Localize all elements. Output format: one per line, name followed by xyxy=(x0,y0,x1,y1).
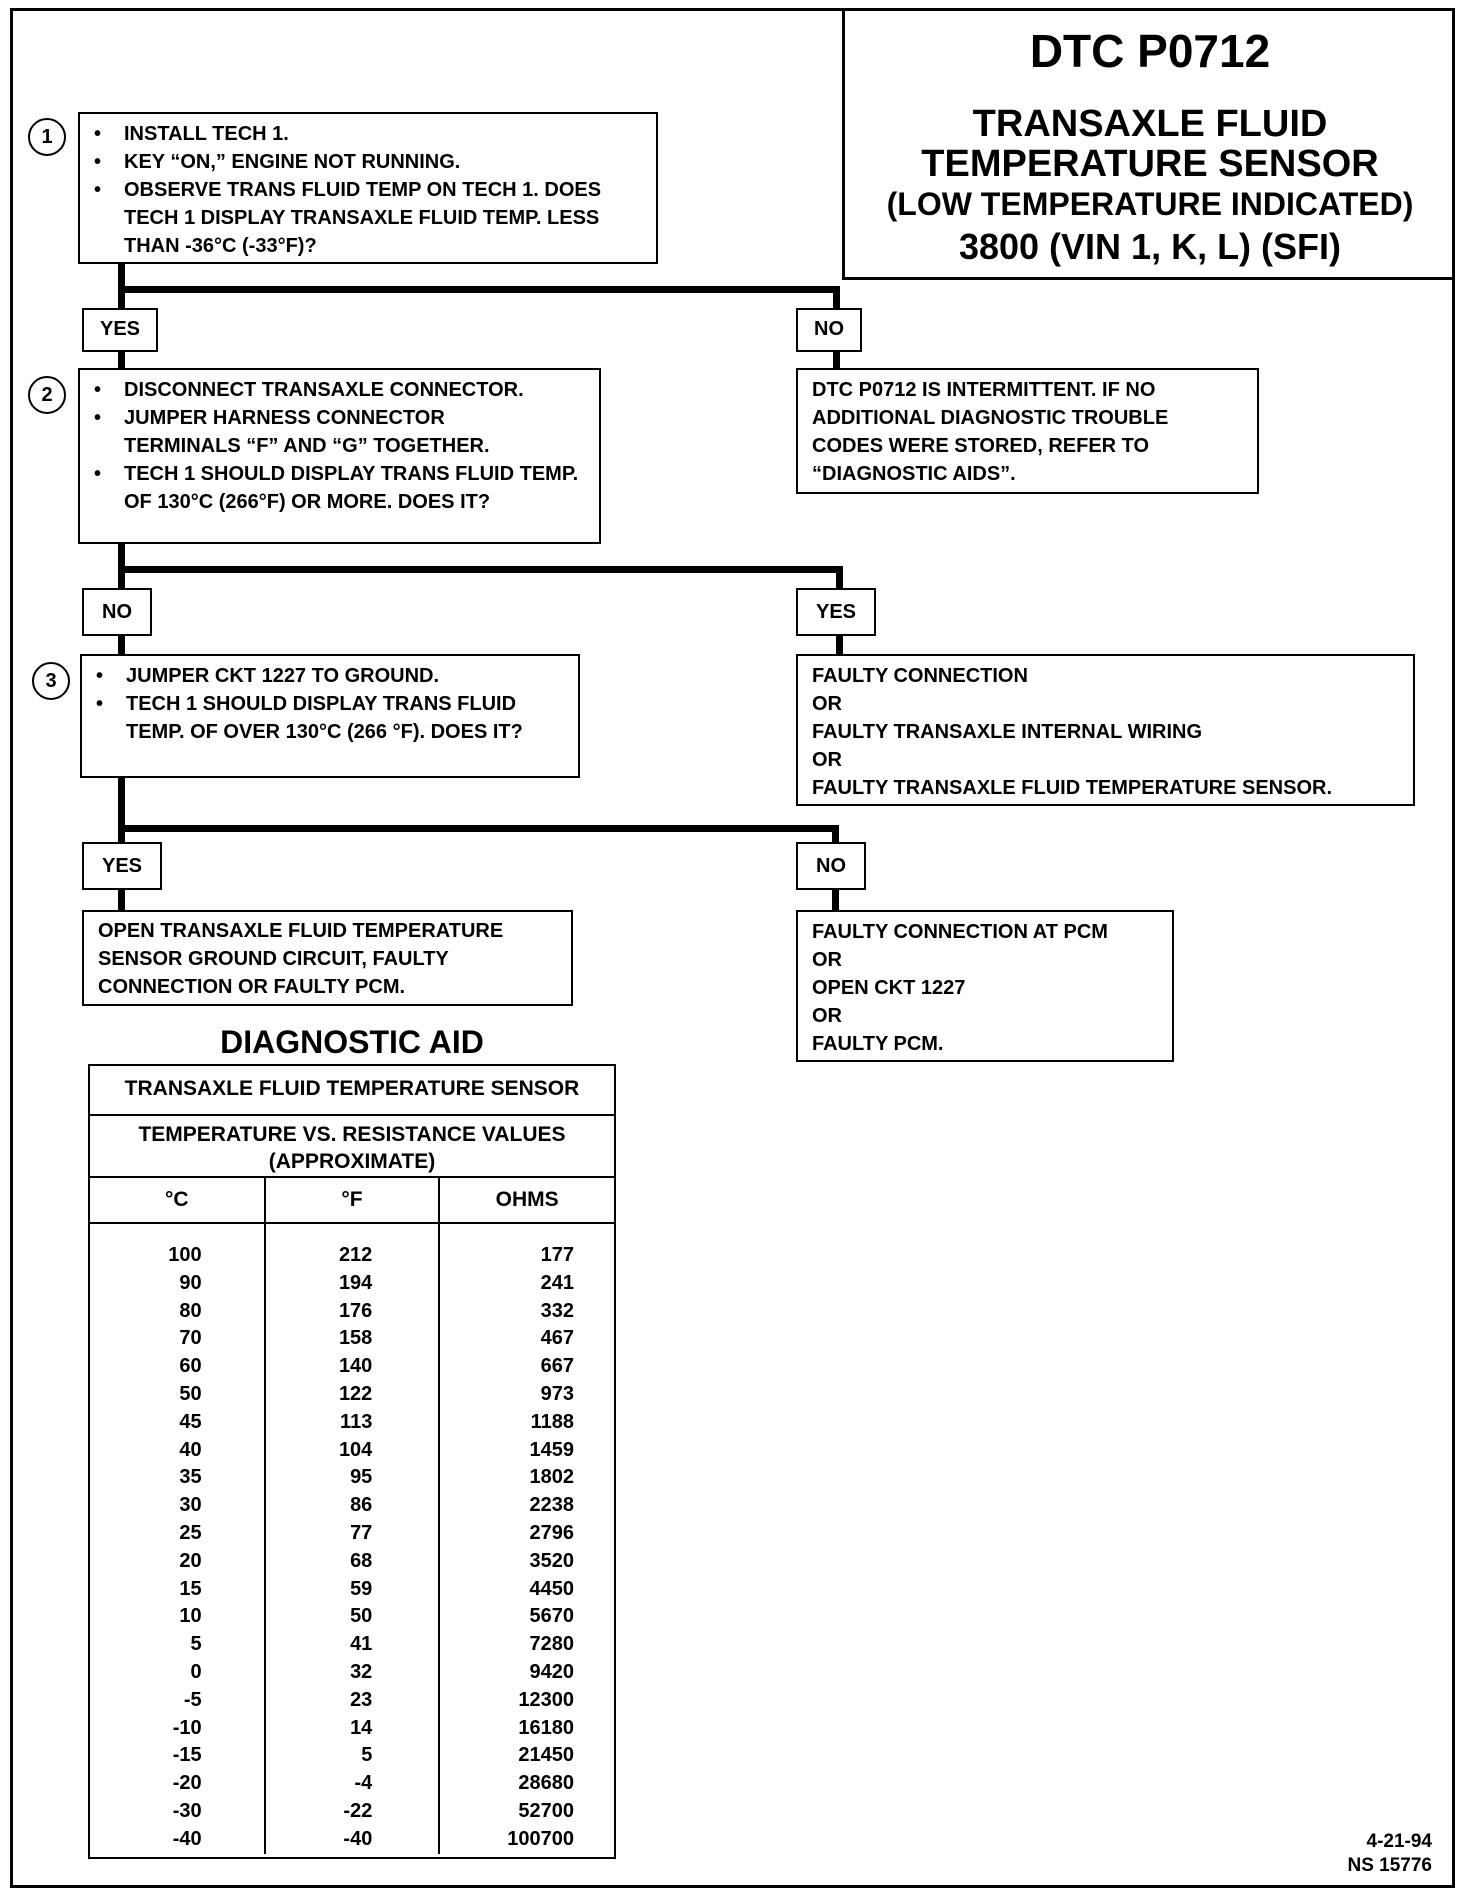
cell-celsius: 15 xyxy=(179,1577,202,1600)
faulty-pcm-line-5: FAULTY PCM. xyxy=(812,1033,944,1055)
step-2-box xyxy=(78,368,601,544)
connector-branch2 xyxy=(118,566,843,573)
branch-2-no-label: NO xyxy=(82,588,152,636)
branch-2-yes-label: YES xyxy=(796,588,876,636)
cell-ohms: 16180 xyxy=(439,1715,614,1743)
branch-3-no-label: NO xyxy=(796,842,866,890)
table-row xyxy=(90,1353,614,1381)
cell-celsius: 90 xyxy=(179,1271,202,1294)
cell-fahrenheit: 176 xyxy=(265,1298,440,1326)
cell-fahrenheit: 32 xyxy=(265,1659,440,1687)
connector-branch1 xyxy=(118,286,840,293)
cell-celsius: 100 xyxy=(168,1244,202,1266)
table-subtitle xyxy=(90,1116,614,1178)
cell-celsius: 40 xyxy=(179,1438,202,1461)
faulty-pcm-line-1: FAULTY CONNECTION AT PCM xyxy=(812,921,1108,943)
cell-ohms: 2238 xyxy=(439,1492,614,1520)
table-row xyxy=(90,1715,614,1743)
cell-fahrenheit: 50 xyxy=(265,1603,440,1631)
step-2-bullet-3: • TECH 1 SHOULD DISPLAY TRANS FLUID TEMP. OF 130°C (266°F) OR MORE. DOES IT? xyxy=(80,460,599,516)
step-2-number: 2 xyxy=(28,376,66,414)
table-row xyxy=(90,1687,614,1715)
step-3-bullet-2: • TECH 1 SHOULD DISPLAY TRANS FLUID TEMP. OF OVER 130°C (266 °F). DOES IT? xyxy=(82,690,578,746)
table-row xyxy=(90,1520,614,1548)
intermittent-line-1: DTC P0712 IS INTERMITTENT. IF NO xyxy=(812,379,1156,401)
cell-ohms: 177 xyxy=(439,1223,614,1270)
cell-ohms: 2796 xyxy=(439,1520,614,1548)
cell-celsius: 0 xyxy=(190,1660,202,1683)
cell-fahrenheit: -4 xyxy=(265,1770,440,1798)
cell-celsius: 70 xyxy=(179,1327,202,1350)
cell-fahrenheit: 140 xyxy=(265,1353,440,1381)
step-3-box xyxy=(80,654,580,778)
cell-fahrenheit: 41 xyxy=(265,1631,440,1659)
table-row xyxy=(90,1631,614,1659)
table-row xyxy=(90,1437,614,1465)
result-intermittent-box xyxy=(796,368,1259,494)
title-line-4: 3800 (VIN 1, K, L) (SFI) xyxy=(958,226,1342,267)
step-1-number: 1 xyxy=(28,118,66,156)
faulty-connection-line-2: OR xyxy=(812,693,842,715)
cell-fahrenheit: 23 xyxy=(265,1687,440,1715)
step-3-bullet-1: • JUMPER CKT 1227 TO GROUND. xyxy=(82,662,578,690)
column-header-ohms: OHMS xyxy=(439,1178,614,1223)
cell-ohms: 100700 xyxy=(439,1826,614,1854)
cell-ohms: 9420 xyxy=(439,1659,614,1687)
table-row xyxy=(90,1223,614,1270)
table-row xyxy=(90,1464,614,1492)
cell-celsius: 80 xyxy=(179,1299,202,1322)
table-row xyxy=(90,1298,614,1326)
title-line-3: (LOW TEMPERATURE INDICATED) xyxy=(886,186,1414,222)
branch-1-no-label: NO xyxy=(796,308,862,352)
cell-fahrenheit: 5 xyxy=(265,1742,440,1770)
faulty-connection-line-3: FAULTY TRANSAXLE INTERNAL WIRING xyxy=(812,721,1202,743)
step-1-box xyxy=(78,112,658,264)
step-2-bullet-2: • JUMPER HARNESS CONNECTOR TERMINALS “F” AND “G” TOGETHER. xyxy=(80,404,599,460)
cell-celsius: 30 xyxy=(179,1494,202,1517)
result-faulty-connection-box xyxy=(796,654,1415,806)
table-row xyxy=(90,1659,614,1687)
cell-ohms: 28680 xyxy=(439,1770,614,1798)
cell-ohms: 241 xyxy=(439,1270,614,1298)
column-header-fahrenheit: °F xyxy=(265,1178,440,1223)
faulty-pcm-line-3: OPEN CKT 1227 xyxy=(812,977,966,999)
cell-fahrenheit: 113 xyxy=(265,1409,440,1437)
cell-fahrenheit: 104 xyxy=(265,1437,440,1465)
faulty-connection-line-5: FAULTY TRANSAXLE FLUID TEMPERATURE SENSOR. xyxy=(812,777,1333,799)
cell-celsius: -5 xyxy=(183,1688,202,1711)
open-ground-line-2: SENSOR GROUND CIRCUIT, FAULTY xyxy=(98,948,449,970)
table-row xyxy=(90,1325,614,1353)
table-row xyxy=(90,1770,614,1798)
cell-ohms: 12300 xyxy=(439,1687,614,1715)
faulty-connection-line-1: FAULTY CONNECTION xyxy=(812,665,1028,687)
cell-fahrenheit: 77 xyxy=(265,1520,440,1548)
faulty-pcm-line-2: OR xyxy=(812,949,842,971)
table-subtitle-line-1: TEMPERATURE VS. RESISTANCE VALUES xyxy=(138,1123,566,1146)
step-3-number: 3 xyxy=(32,662,70,700)
step-2-bullet-1: • DISCONNECT TRANSAXLE CONNECTOR. xyxy=(80,376,599,404)
intermittent-line-2: ADDITIONAL DIAGNOSTIC TROUBLE xyxy=(812,407,1169,429)
cell-fahrenheit: 212 xyxy=(265,1223,440,1270)
table-subtitle-line-2: (APPROXIMATE) xyxy=(268,1150,436,1173)
cell-ohms: 1802 xyxy=(439,1464,614,1492)
cell-fahrenheit: 122 xyxy=(265,1381,440,1409)
title-block xyxy=(842,10,1455,280)
cell-celsius: -20 xyxy=(172,1772,202,1795)
cell-celsius: -10 xyxy=(172,1716,202,1739)
title-line-1: TRANSAXLE FLUID xyxy=(972,103,1328,145)
cell-fahrenheit: 14 xyxy=(265,1715,440,1743)
table-row xyxy=(90,1270,614,1298)
result-faulty-pcm-box xyxy=(796,910,1174,1062)
open-ground-line-3: CONNECTION OR FAULTY PCM. xyxy=(98,976,406,998)
intermittent-line-3: CODES WERE STORED, REFER TO xyxy=(812,435,1150,457)
cell-celsius: 10 xyxy=(179,1605,202,1628)
cell-celsius: -40 xyxy=(172,1827,202,1850)
cell-celsius: -30 xyxy=(172,1799,202,1822)
diagnostic-aid-table xyxy=(88,1064,616,1859)
table-row xyxy=(90,1798,614,1826)
result-open-ground-box xyxy=(82,910,573,1006)
table-body xyxy=(90,1223,614,1854)
step-1-bullet-1: • INSTALL TECH 1. xyxy=(80,120,656,148)
branch-1-yes-label: YES xyxy=(82,308,158,352)
faulty-pcm-line-4: OR xyxy=(812,1005,842,1027)
cell-ohms: 467 xyxy=(439,1325,614,1353)
cell-celsius: 5 xyxy=(190,1633,202,1656)
cell-ohms: 7280 xyxy=(439,1631,614,1659)
table-row xyxy=(90,1603,614,1631)
dtc-code: DTC P0712 xyxy=(1029,25,1271,77)
table-row xyxy=(90,1742,614,1770)
footer-date: 4-21-94 xyxy=(1366,1831,1432,1852)
cell-ohms: 52700 xyxy=(439,1798,614,1826)
step-1-bullet-2: • KEY “ON,” ENGINE NOT RUNNING. xyxy=(80,148,656,176)
table-row xyxy=(90,1548,614,1576)
cell-celsius: 20 xyxy=(179,1549,202,1572)
column-header-celsius: °C xyxy=(90,1178,265,1223)
cell-fahrenheit: 194 xyxy=(265,1270,440,1298)
diagnostic-aid-heading: DIAGNOSTIC AID xyxy=(220,1024,484,1060)
faulty-connection-line-4: OR xyxy=(812,749,842,771)
table-row xyxy=(90,1381,614,1409)
table-row xyxy=(90,1576,614,1604)
cell-fahrenheit: 68 xyxy=(265,1548,440,1576)
cell-celsius: -15 xyxy=(172,1744,202,1767)
cell-fahrenheit: 158 xyxy=(265,1325,440,1353)
connector-branch3 xyxy=(118,825,839,832)
cell-ohms: 667 xyxy=(439,1353,614,1381)
intermittent-line-4: “DIAGNOSTIC AIDS”. xyxy=(812,463,1016,485)
cell-ohms: 973 xyxy=(439,1381,614,1409)
cell-fahrenheit: -22 xyxy=(265,1798,440,1826)
cell-ohms: 21450 xyxy=(439,1742,614,1770)
cell-fahrenheit: -40 xyxy=(265,1826,440,1854)
cell-ohms: 1188 xyxy=(439,1409,614,1437)
cell-celsius: 60 xyxy=(179,1355,202,1378)
resistance-table xyxy=(90,1178,614,1854)
branch-3-yes-label: YES xyxy=(82,842,162,890)
cell-fahrenheit: 59 xyxy=(265,1576,440,1604)
cell-ohms: 4450 xyxy=(439,1576,614,1604)
cell-fahrenheit: 95 xyxy=(265,1464,440,1492)
cell-ohms: 3520 xyxy=(439,1548,614,1576)
table-row xyxy=(90,1409,614,1437)
table-title: TRANSAXLE FLUID TEMPERATURE SENSOR xyxy=(90,1066,614,1116)
cell-fahrenheit: 86 xyxy=(265,1492,440,1520)
cell-celsius: 45 xyxy=(179,1410,202,1433)
table-row xyxy=(90,1492,614,1520)
cell-celsius: 25 xyxy=(179,1521,202,1544)
title-line-2: TEMPERATURE SENSOR xyxy=(921,143,1379,185)
cell-celsius: 50 xyxy=(179,1382,202,1405)
cell-ohms: 5670 xyxy=(439,1603,614,1631)
cell-ohms: 332 xyxy=(439,1298,614,1326)
step-1-bullet-3: • OBSERVE TRANS FLUID TEMP ON TECH 1. DOES TECH 1 DISPLAY TRANSAXLE FLUID TEMP. LESS THAN -36°C (-33°F)? xyxy=(80,176,656,260)
cell-celsius: 35 xyxy=(179,1466,202,1489)
cell-ohms: 1459 xyxy=(439,1437,614,1465)
table-row xyxy=(90,1826,614,1854)
open-ground-line-1: OPEN TRANSAXLE FLUID TEMPERATURE xyxy=(98,920,504,942)
footer-doc-id: NS 15776 xyxy=(1347,1855,1432,1876)
footer xyxy=(1347,1830,1432,1878)
